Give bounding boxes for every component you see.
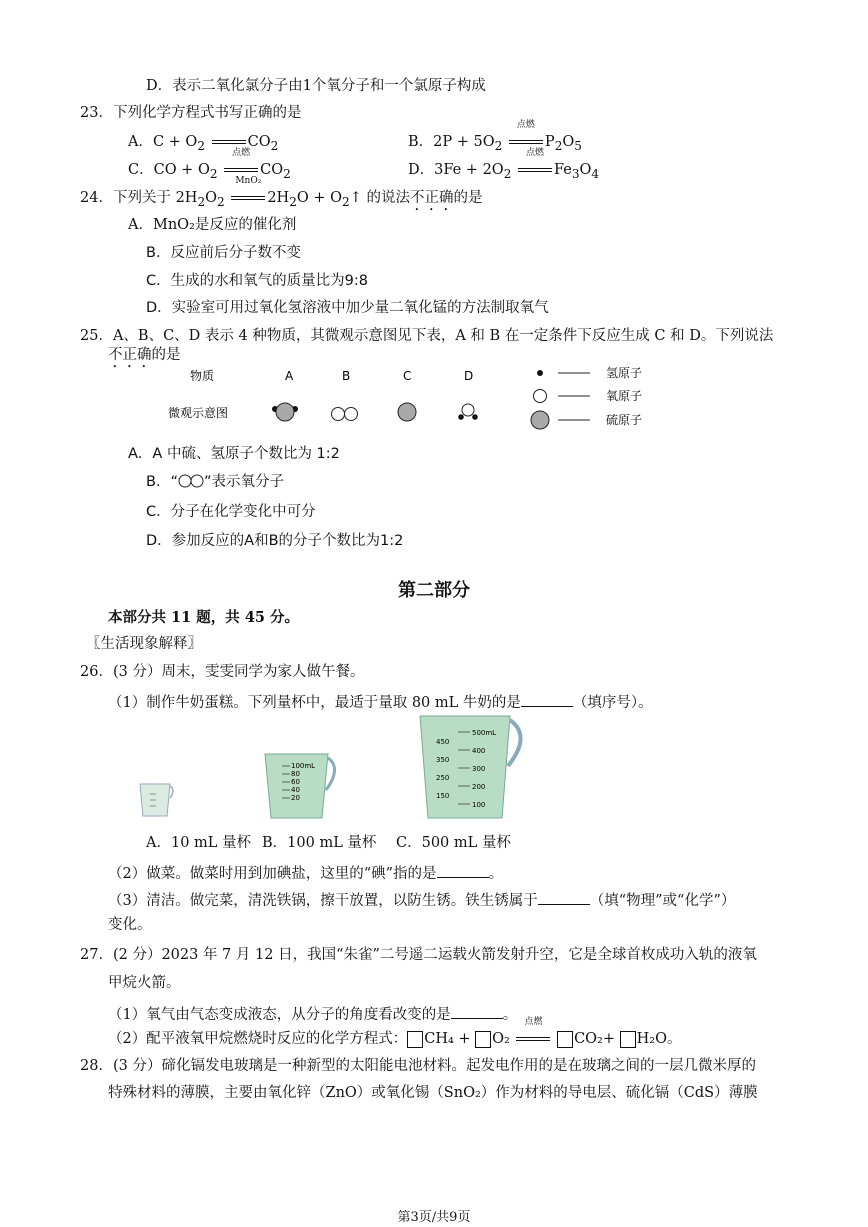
svg-text:氢原子: 氢原子	[606, 366, 643, 380]
coefficient-box-h2o[interactable]	[620, 1031, 636, 1048]
q25-option-d: D．参加反应的A和B的分子个数比为1:2	[146, 533, 404, 549]
svg-text:250: 250	[436, 774, 450, 782]
legend-oxygen	[534, 389, 643, 403]
q23-option-c: C．CO + $O_2$ 点燃 $CO_2$	[128, 148, 291, 181]
q23-option-b: B．$2P + 5O_2$ 点燃 $P_2O_5$	[408, 120, 582, 153]
q24-option-d: D．实验室可用过氧化氢溶液中加少量二氧化锰的方法制取氧气	[146, 300, 549, 316]
q25-micro-table	[150, 362, 670, 442]
q28-line1: 28．(3 分）碲化镉发电玻璃是一种新型的太阳能电池材料。起发电作用的是在玻璃之间的一层几微米厚的	[80, 1058, 756, 1074]
part2-note: 本部分共 11 题，共 45 分。	[108, 609, 300, 626]
svg-text:40: 40	[291, 786, 300, 794]
q28-line2: 特殊材料的薄膜，主要由氧化锌（ZnO）或氧化锡（SnO₂）作为材料的导电层、硫化镉（CdS）薄膜	[108, 1085, 758, 1101]
cup-b-100ml	[265, 754, 335, 818]
coefficient-box-o2[interactable]	[475, 1031, 491, 1048]
svg-text:400: 400	[472, 747, 486, 755]
q27-part1: （1）氧气由气态变成液态，从分子的角度看改变的是 。	[108, 1002, 517, 1025]
q26-stem: 26．(3 分）周末，雯雯同学为家人做午餐。	[80, 664, 365, 680]
q25-stem-line1: 25．A、B、C、D 表示 4 种物质，其微观示意图见下表，A 和 B 在一定条件下反应生成 C 和 D。下列说法	[80, 328, 774, 344]
molecule-c-s	[398, 403, 416, 421]
part2-title: 第二部分	[398, 580, 470, 601]
cup-c-500ml	[420, 716, 521, 818]
molecule-b-o2	[332, 408, 358, 421]
table-col-c: C	[403, 369, 412, 383]
table-col-b: B	[342, 369, 351, 383]
svg-text:20: 20	[291, 794, 300, 802]
o2-molecule-icon	[178, 474, 204, 488]
table-label-substance: 物质	[190, 369, 215, 383]
measuring-cups-figure	[130, 710, 530, 830]
q27-stem-line1: 27．(2 分）2023 年 7 月 12 日，我国“朱雀”二号遥二运载火箭发射升空，它是全球首枚成功入轨的液氧	[80, 947, 757, 963]
q25-option-b: B．“ ”表示氧分子	[146, 474, 284, 490]
q23-stem: 23．下列化学方程式书写正确的是	[80, 105, 302, 121]
q27-part2: （2）配平液氧甲烷燃烧时反应的化学方程式： CH₄ + O₂ 点燃 CO₂+ H₂O。	[108, 1017, 682, 1047]
svg-text:500mL: 500mL	[472, 729, 497, 737]
table-col-a: A	[285, 369, 294, 383]
page-number: 第3页/共9页	[397, 1210, 471, 1225]
cup-a-10ml	[140, 784, 173, 816]
molecule-a-h2s	[272, 403, 298, 421]
q25-option-a: A．A 中硫、氢原子个数比为 1:2	[128, 446, 340, 462]
svg-text:300: 300	[472, 765, 486, 773]
svg-text:200: 200	[472, 783, 486, 791]
svg-text:350: 350	[436, 756, 450, 764]
coefficient-box-co2[interactable]	[557, 1031, 573, 1048]
svg-text:100: 100	[472, 801, 486, 809]
q25-stem-line2: 不正确的是	[108, 347, 181, 363]
q24-stem: 24．下列关于 $2H_2O_2$ MnO₂ $2H_2O$ + $O_2↑$ 的说法不正确的是	[80, 176, 483, 209]
q26-part1: （1）制作牛奶蛋糕。下列量杯中，最适于量取 80 mL 牛奶的是 （填序号）。	[108, 690, 653, 713]
q25-option-c: C．分子在化学变化中可分	[146, 504, 316, 520]
cup-a-label: A．10 mL 量杯	[146, 835, 252, 851]
q23-option-a: A．$C + O_2$ $CO_2$	[128, 134, 279, 153]
cup-c-label: C．500 mL 量杯	[396, 835, 511, 851]
q23-option-d: D．$3Fe + 2O_2$ 点燃 $Fe_3O_4$	[408, 148, 600, 181]
q24-option-b: B．反应前后分子数不变	[146, 245, 301, 261]
q24-option-c: C．生成的水和氧气的质量比为9:8	[146, 273, 368, 289]
svg-text:100mL: 100mL	[291, 762, 316, 770]
q27-stem-line2: 甲烷火箭。	[108, 975, 181, 991]
legend-sulfur	[531, 411, 642, 429]
svg-text:氧原子: 氧原子	[606, 389, 643, 403]
q24-option-a: A．MnO₂是反应的催化剂	[128, 217, 297, 233]
molecule-d-h2o	[458, 404, 478, 420]
svg-text:硫原子: 硫原子	[606, 413, 643, 427]
svg-text:450: 450	[436, 738, 450, 746]
legend-hydrogen	[537, 366, 642, 380]
q26-part3: （3）清洁。做完菜，清洗铁锅，擦干放置，以防生锈。铁生锈属于 （填“物理”或“化学”）	[108, 888, 735, 911]
q22-option-d: D．表示二氧化氯分子由1个氧分子和一个氯原子构成	[146, 78, 486, 94]
table-col-d: D	[464, 369, 474, 383]
q26-part2: （2）做菜。做菜时用到加碘盐，这里的“碘”指的是 。	[108, 861, 503, 884]
cup-b-label: B．100 mL 量杯	[262, 835, 377, 851]
category-label: 〖生活现象解释〗	[86, 636, 202, 652]
svg-text:150: 150	[436, 792, 450, 800]
q26-part3-cont: 变化。	[108, 917, 152, 933]
svg-text:60: 60	[291, 778, 300, 786]
table-label-micro: 微观示意图	[168, 406, 229, 420]
coefficient-box-ch4[interactable]	[407, 1031, 423, 1048]
svg-text:80: 80	[291, 770, 300, 778]
